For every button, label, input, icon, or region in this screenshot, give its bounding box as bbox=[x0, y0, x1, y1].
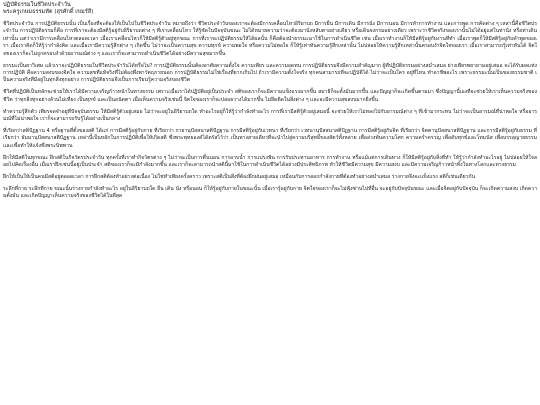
paragraph: ฝึกให้มีสติในทุกขณะ ฝึกสติในกิจวัตรประจำวัน ทุกครั้งที่เราทำกิจวัตรต่าง ๆ ไม่ว่าจะเป็นการตื่นนอน การอาบน้ำ การแปรงฟัน การรับประทานอาหาร การทำงาน หรือแม้แต่การเดินทาง ก็ให้มีสติรู้อยู่กับสิ่งที่ทำ ให้รู้ว่ากำลังทำอะไรอยู่ ไม่ปล่อยให้ใจลอยไปคิดเรื่องอื่น เมื่อเราฝึกเช่นนี้อยู่เป็นประจำ สติของเราก็จะมีกำลังมากขึ้น และเราก็จะสามารถนำสตินี้มาใช้ในการดำเนินชีวิตได้อย่างมีประสิทธิภาพ ทำให้ชีวิตมีความสุข มีความสงบ และมีความเจริญก้าวหน้าทั้งในทางโลกและทางธรรม bbox=[3, 154, 537, 168]
paragraph: ระลึกที่กาย ระลึกที่กาย ขณะนั้นร่างกายกำลังทำอะไร อยู่ในอิริยาบถใด ยืน เดิน นั่ง หรือนอน ก็ให้รู้อยู่กับกายในขณะนั้น เมื่อเรารู้อยู่กับกาย จิตใจของเราก็จะไม่ฟุ้งซ่านไปที่อื่น จะอยู่กับปัจจุบันขณะ และเมื่อจิตอยู่กับปัจจุบัน ก็จะเกิดความสงบ เกิดความตั้งมั่น และเกิดปัญญาเห็นความจริงของชีวิตได้ในที่สุด bbox=[3, 185, 537, 200]
document-title: ปฏิบัติธรรมในชีวิตประจำวัน bbox=[3, 2, 71, 8]
paragraph: ชีวิตที่ปฏิบัติเป็นหลักจะช่วยให้เราได้มีความเจริญก้าวหน้าในทางธรรม เพราะเมื่อเราได้ปฏิบัติอยู่เป็นประจำ สติของเราก็จะมีความแข็งแรงมากขึ้น สมาธิก็จะตั้งมั่นมากขึ้น และปัญญาก็จะเกิดขึ้นตามมา ซึ่งปัญญานี้เองที่จะช่วยให้เราเห็นความจริงของชีวิต ว่าทุกสิ่งทุกอย่างล้วนไม่เที่ยง เป็นทุกข์ และเป็นอนัตตา เมื่อเห็นความจริงเช่นนี้ จิตใจของเราก็จะปล่อยวางได้มากขึ้น ไม่ยึดติดในสิ่งต่าง ๆ และจะมีความสุขสงบมากยิ่งขึ้น bbox=[3, 89, 537, 103]
paragraph: ทำความรู้สึกตัว เพียรจดจำอยู่ที่ปัจจุบันธรรม ให้มีสติรู้ตัวอยู่เสมอ ไม่ว่าจะอยู่ในอิริยาบถใด ทำอะไรอยู่ก็ให้รู้ว่ากำลังทำอะไร การที่เรามีสติรู้ตัวอยู่เสมอนี้ จะช่วยให้เราไม่หลงไปกับอารมณ์ต่าง ๆ ที่เข้ามากระทบ ไม่ว่าจะเป็นอารมณ์ที่น่าพอใจ หรืออารมณ์ที่ไม่น่าพอใจ เราก็จะสามารถรับรู้ได้อย่างเป็นกลาง bbox=[3, 108, 537, 122]
paragraph: ที่เรียกว่าสติปัฏฐาน 4 หรือฐานที่ตั้งของสติ ได้แก่ การมีสติรู้อยู่กับกาย ที่เรียกว่า กายานุปัสสนาสติปัฏฐาน การมีสติรู้อยู่กับเวทนา ที่เรียกว่า เวทนานุปัสสนาสติปัฏฐาน การมีสติรู้อยู่กับจิต ที่เรียกว่า จิตตานุปัสสนาสติปัฏฐาน และการมีสติรู้อยู่กับธรรม ที่เรียกว่า ธัมมานุปัสสนาสติปัฏฐาน เหล่านี้เป็นหลักในการปฏิบัติเพื่อให้เกิดสติ ซึ่งพระพุทธองค์ได้ตรัสไว้ว่า เป็นทางสายเดียวที่จะนำไปสู่ความบริสุทธิ์ของสัตว์ทั้งหลาย เพื่อล่วงพ้นความโศก ความคร่ำครวญ เพื่อดับทุกข์และโทมนัส เพื่อบรรลุญายธรรม และเพื่อทำให้แจ้งซึ่งพระนิพพาน bbox=[3, 127, 537, 149]
paragraph: ธรรมะเป็นยาวิเศษ แล้วเราจะปฏิบัติธรรมในชีวิตประจำวันได้หรือไม่? การปฏิบัติธรรมนั้นต้องอาศัยความตั้งใจ ความเพียร และความอดทน การปฏิบัติธรรมจึงมีความสำคัญมาก ผู้ที่ปฏิบัติธรรมอย่างสม่ำเสมอ ย่างเพียรพยายามอยู่เสมอ จะได้รับผลแห่งการปฏิบัติ คือความสงบของจิตใจ ความสุขที่แท้จริงที่ไม่ต้องพึ่งพาวัตถุภายนอก การปฏิบัติธรรมไม่ใช่เรื่องที่ยากเกินไป ถ้าเรามีความตั้งใจจริง ทุกคนสามารถที่จะปฏิบัติได้ ไม่ว่าจะเป็นใคร อยู่ที่ไหน ทำอาชีพอะไร เพราะธรรมะนั้นเป็นของธรรมชาติ เป็นความจริงที่มีอยู่ในทุกสิ่งทุกอย่าง การปฏิบัติธรรมจึงเป็นการเรียนรู้ความจริงของชีวิต bbox=[3, 62, 537, 84]
document-author: พระครูเกษมธรรมทัต (สุรศักดิ์ เขมรํสี) bbox=[3, 9, 94, 15]
paragraph: ชีวิตประจำวัน การปฏิบัติธรรมนั้น เป็นเรื่องที่จะต้องให้เป็นไปในชีวิตประจำวัน หมายถึงว่า ชีวิตประจำวันของเราจะต้องมีการเคลื่อนไหวอิริยาบถ มีการยืน มีการเดิน มีการนั่ง มีการนอน มีการทำการทำงาน และการพูด การคิดต่าง ๆ เหล่านี้คือชีวิตประจำวัน การปฏิบัติธรรมก็คือ การที่เราจะต้องมีสติรู้อยู่กับอิริยาบถต่าง ๆ ที่เราเคลื่อนไหว ให้รู้ชัดในปัจจุบันขณะ ไม่ได้หมายความว่าจะต้องมานั่งหลับตาอย่างเดียว หรือเดินจงกรมอย่างเดียว เพราะว่าชีวิตจริงของเรานั้นไม่ได้อยู่แต่ในท่านั่ง หรือท่าเดินเท่านั้น แต่ว่าเรามีการเคลื่อนไหวตลอดเวลา เมื่อเราเคลื่อนไหวก็ให้มีสติรู้ตัวอยู่ทุกขณะ การที่เราจะปฏิบัติธรรมให้ได้ผลนั้น ก็คือต้องนำธรรมะมาใช้ในการดำเนินชีวิต เช่น เมื่อเราทำงานก็ให้มีสติรู้อยู่กับงานที่ทำ เมื่อเราพูดก็ให้มีสติรู้อยู่กับคำพูดของเรา เมื่อเราคิดก็ให้รู้ว่ากำลังคิด และเมื่อเรามีความรู้สึกต่าง ๆ เกิดขึ้น ไม่ว่าจะเป็นความสุข ความทุกข์ ความพอใจ หรือความไม่พอใจ ก็ให้รู้เท่าทันความรู้สึกเหล่านั้น ไม่ปล่อยให้ความรู้สึกเหล่านั้นครอบงำจิตใจของเรา เมื่อเราสามารถรู้เท่าทันได้ จิตใจของเราก็จะไม่ถูกครอบงำด้วยอารมณ์ต่าง ๆ และเราก็จะสามารถดำเนินชีวิตได้อย่างมีความสุขมากขึ้น bbox=[3, 21, 537, 57]
paragraph: ฝึกให้เป็นให้เป็นคนมีสติอยู่ตลอดเวลา การฝึกสติต้องทำอย่างต่อเนื่อง ไม่ใช่ทำเพียงครั้งคราว เพราะสติเป็นสิ่งที่ต้องฝึกฝนอยู่เสมอ เหมือนกับการออกกำลังกายที่ต้องทำอย่างสม่ำเสมอ ร่างกายจึงจะแข็งแรง สติก็เช่นเดียวกัน bbox=[3, 173, 476, 180]
